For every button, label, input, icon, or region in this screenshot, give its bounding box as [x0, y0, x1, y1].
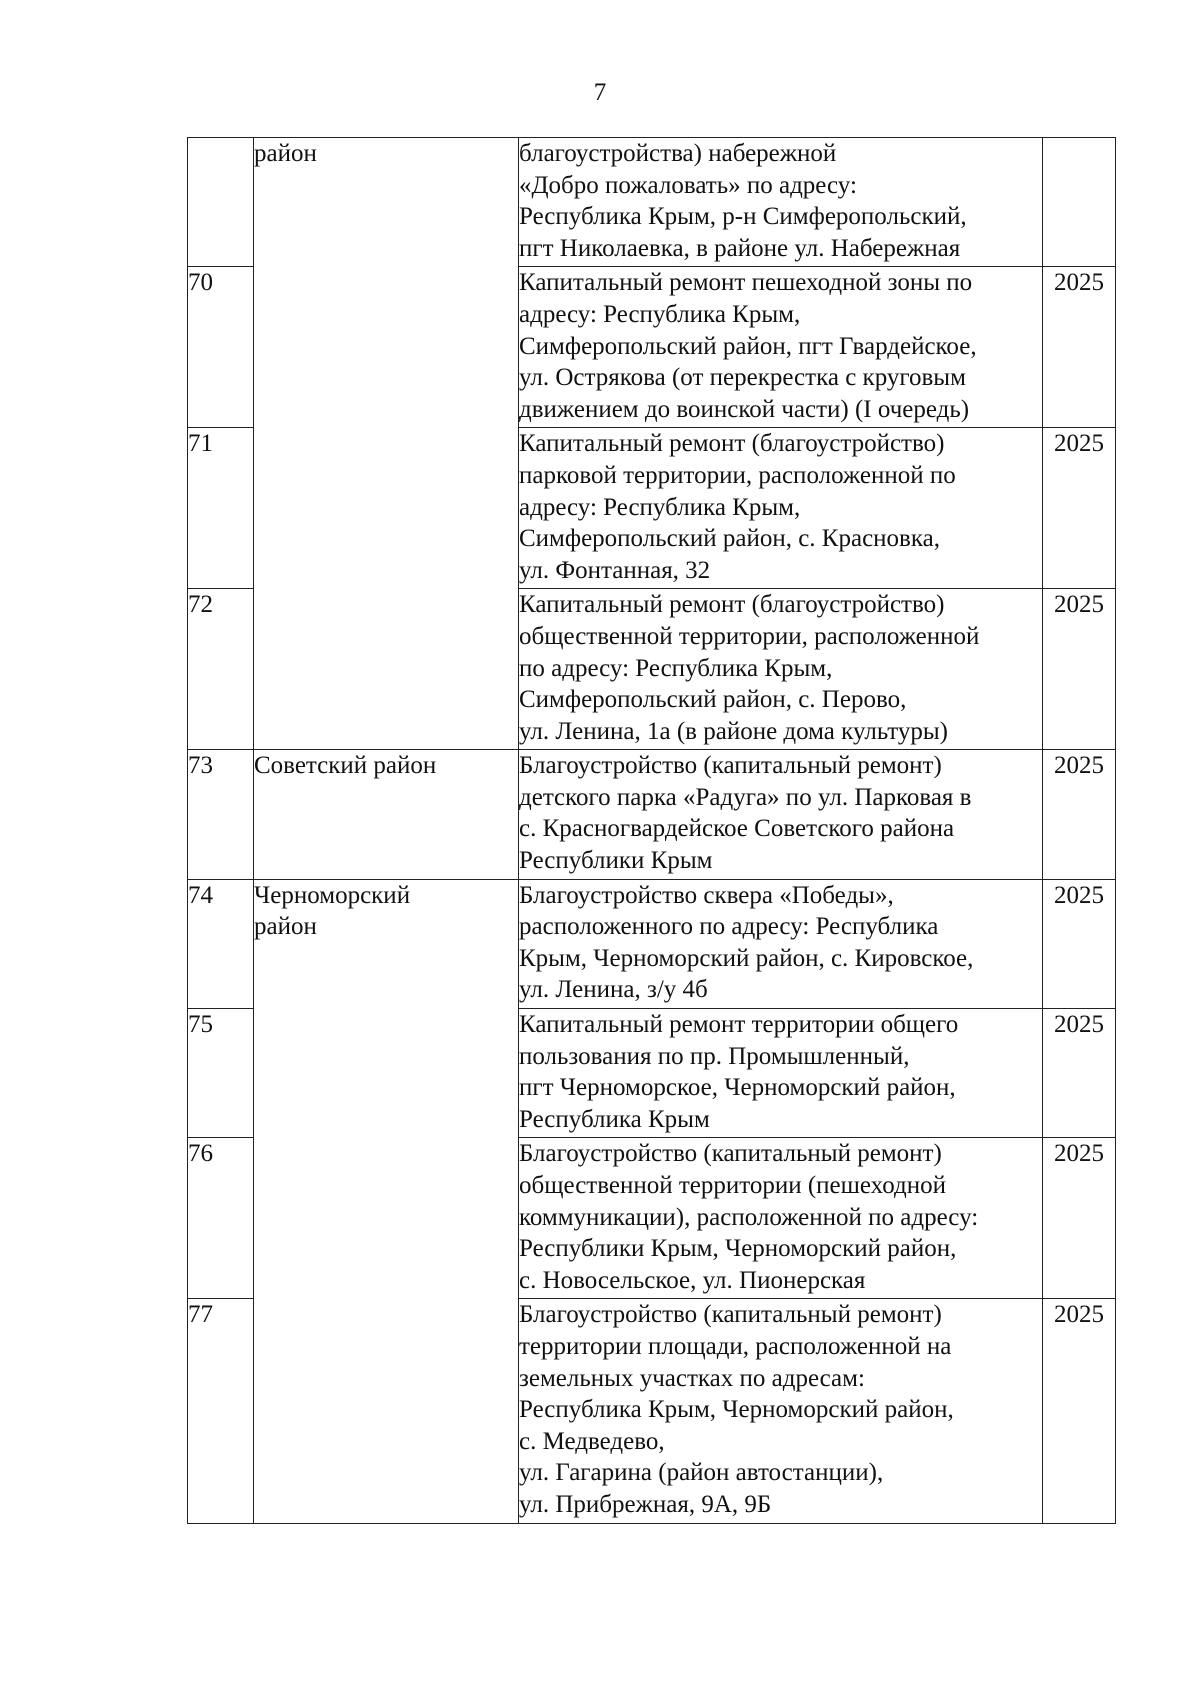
description-line: Благоустройство сквера «Победы», [519, 881, 894, 909]
description-cell [519, 1009, 1043, 1138]
row-number: 77 [188, 1299, 254, 1523]
description-line: Капитальный ремонт (благоустройство) [519, 430, 945, 458]
description-line: пгт Николаевка, в районе ул. Набережная [519, 234, 961, 262]
table-row [188, 1299, 1116, 1523]
description-cell [519, 589, 1043, 750]
description-cell [519, 1138, 1043, 1299]
page-number: 7 [593, 79, 607, 106]
description-line: Республика Крым, р-н Симферопольский, [519, 203, 967, 231]
description-line: движением до воинской части) (I очередь) [519, 395, 970, 423]
description-line: адресу: Республика Крым, [519, 300, 801, 328]
description-line: коммуникации), расположенной по адресу: [519, 1203, 979, 1231]
year-cell: 2025 [1043, 428, 1116, 589]
description-line: по адресу: Республика Крым, [519, 654, 833, 682]
row-number: 75 [188, 1009, 254, 1138]
district-cell [254, 1138, 519, 1299]
description-line: парковой территории, расположенной по [519, 461, 956, 489]
description-line: Республика Крым, Черноморский район, [519, 1396, 954, 1424]
district-cell [254, 1009, 519, 1138]
objects-table [187, 137, 1116, 1524]
description-line: Капитальный ремонт пешеходной зоны по [519, 269, 973, 297]
year-cell: 2025 [1043, 589, 1116, 750]
table-row [188, 750, 1116, 879]
year-cell: 2025 [1043, 1299, 1116, 1523]
description-line: ул. Острякова (от перекрестка с круговым [519, 364, 966, 392]
description-line: территории площади, расположенной на [519, 1332, 952, 1360]
description-line: Симферопольский район, с. Перово, [519, 686, 907, 714]
description-line: Республики Крым [519, 847, 713, 875]
district-cell [254, 589, 519, 750]
table-row [188, 428, 1116, 589]
description-line: расположенного по адресу: Республика [519, 913, 939, 941]
year-cell: 2025 [1043, 1138, 1116, 1299]
year-cell: 2025 [1043, 750, 1116, 879]
description-line: пользования по пр. Промышленный, [519, 1042, 910, 1070]
description-cell [519, 879, 1043, 1008]
description-line: с. Красногвардейское Советского района [519, 815, 955, 843]
row-number: 70 [188, 267, 254, 428]
description-cell [519, 1299, 1043, 1523]
table-row [188, 267, 1116, 428]
description-line: общественной территории (пешеходной [519, 1172, 946, 1199]
row-number [188, 138, 254, 267]
description-line: ул. Ленина, 1а (в районе дома культуры) [519, 717, 948, 745]
description-line: с. Новосельское, ул. Пионерская [519, 1266, 866, 1294]
district-cell: Советский район [254, 750, 519, 879]
table-row [188, 879, 1116, 1008]
table-row [188, 1009, 1116, 1138]
description-line: Симферопольский район, пгт Гвардейское, [519, 332, 977, 360]
description-line: Симферопольский район, с. Красновка, [519, 525, 940, 553]
table-row [188, 589, 1116, 750]
table-row [188, 138, 1116, 267]
description-line: Республика Крым [519, 1105, 710, 1133]
description-line: ул. Ленина, з/у 4б [519, 976, 708, 1004]
description-line: «Добро пожаловать» по адресу: [519, 171, 857, 199]
description-line: благоустройства) набережной [519, 140, 837, 167]
row-number: 76 [188, 1138, 254, 1299]
description-line: земельных участках по адресам: [519, 1364, 865, 1392]
description-cell [519, 138, 1043, 267]
description-line: Благоустройство (капитальный ремонт) [519, 1140, 942, 1168]
description-line: детского парка «Радуга» по ул. Парковая в [519, 783, 972, 811]
year-cell [1043, 138, 1116, 267]
year-cell: 2025 [1043, 1009, 1116, 1138]
description-line: Благоустройство (капитальный ремонт) [519, 1301, 942, 1329]
description-line: Республики Крым, Черноморский район, [519, 1235, 957, 1263]
district-cell [254, 1299, 519, 1523]
table-row [188, 1138, 1116, 1299]
description-line: ул. Гагарина (район автостанции), [519, 1459, 884, 1487]
row-number: 74 [188, 879, 254, 1008]
description-line: ул. Фонтанная, 32 [519, 556, 711, 584]
description-line: Капитальный ремонт территории общего [519, 1011, 959, 1039]
row-number: 72 [188, 589, 254, 750]
description-line: Благоустройство (капитальный ремонт) [519, 752, 942, 780]
description-cell [519, 267, 1043, 428]
year-cell: 2025 [1043, 879, 1116, 1008]
district-name: Черноморский район [254, 881, 411, 941]
description-line: ул. Прибрежная, 9А, 9Б [519, 1490, 772, 1518]
row-number: 73 [188, 750, 254, 879]
description-line: адресу: Республика Крым, [519, 493, 801, 521]
district-cell [254, 267, 519, 428]
district-cell: район [254, 138, 519, 267]
year-cell: 2025 [1043, 267, 1116, 428]
description-line: с. Медведево, [519, 1427, 665, 1455]
description-cell [519, 428, 1043, 589]
district-cell [254, 879, 519, 1008]
description-line: общественной территории, расположенной [519, 622, 980, 650]
description-cell [519, 750, 1043, 879]
row-number: 71 [188, 428, 254, 589]
description-line: Капитальный ремонт (благоустройство) [519, 591, 945, 619]
district-cell [254, 428, 519, 589]
description-line: пгт Черноморское, Черноморский район, [519, 1074, 956, 1102]
description-line: Крым, Черноморский район, с. Кировское, [519, 944, 974, 972]
